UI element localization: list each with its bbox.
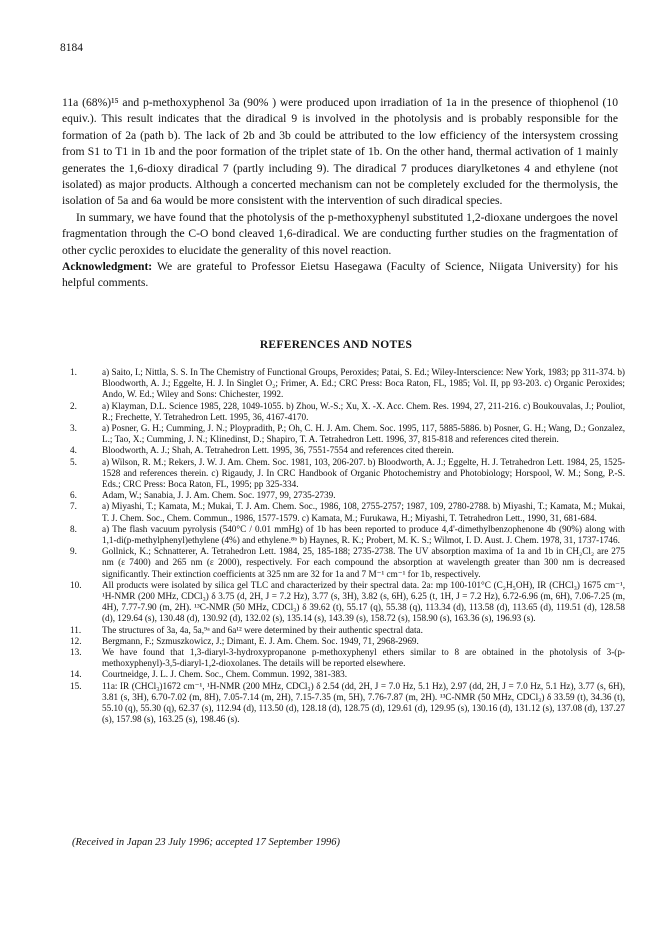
reference-item bbox=[70, 423, 625, 445]
reference-item bbox=[70, 546, 625, 580]
reference-text: The structures of 3a, 4a, 5a,⁹ᵃ and 6a¹² were determined by their authentic spectral data. bbox=[102, 624, 423, 635]
body-text bbox=[62, 95, 618, 292]
reference-number: 8. bbox=[70, 523, 77, 534]
reference-text: Adam, W.; Sanabia, J. J. Am. Chem. Soc. 1977, 99, 2735-2739. bbox=[102, 490, 336, 501]
references-heading: REFERENCES AND NOTES bbox=[259, 339, 413, 351]
reference-item bbox=[70, 524, 625, 546]
reference-number: 2. bbox=[70, 400, 77, 411]
reference-number: 7. bbox=[70, 501, 77, 512]
acknowledgment-label: Acknowledgment: bbox=[62, 260, 153, 274]
reference-number: 3. bbox=[70, 423, 77, 434]
reference-item bbox=[70, 636, 625, 647]
reference-item bbox=[70, 445, 625, 456]
paragraph-1: 11a (68%)¹⁵ and p-methoxyphenol 3a (90% ) were produced upon irradiation of 1a in the presence of thiophenol (10 equiv.). This result indicates that the diradical 9 is involved in the photolysis and is probably responsible for the formation of 2a (path b). The lack of 2b and 3b could be attributed to the low efficiency of the intersystem crossing from S1 to T1 in 1b and the poor formation of the triplet state of 1b. On the other hand, thermal activation of 1 mainly generates the 1,6-dioxy diradical 7 (partly including 9). The diradical 7 produces diarylketones 4 and ethylene (not isolated) as major products. Although a concerted mechanism can not be completely excluded for the thermolysis, the isolation of 5a and 6a would be more consistent with the intervention of such diradical species. bbox=[62, 96, 618, 208]
reference-number: 11. bbox=[70, 624, 82, 635]
acknowledgment bbox=[62, 259, 618, 292]
acknowledgment-text: We are grateful to Professor Eietsu Hasegawa (Faculty of Science, Niigata University) for his helpful comments. bbox=[62, 260, 618, 290]
reference-text: We have found that 1,3-diaryl-3-hydroxypropanone p-methoxyphenyl ethers similar to 8 are obtained in the photolysis of 3-(p-methoxyphenyl)-3,5-diaryl-1,2-dioxolanes. The details will be reported elsewhere. bbox=[102, 647, 625, 669]
reference-number: 4. bbox=[70, 445, 77, 456]
reference-item bbox=[70, 580, 625, 625]
page-number: 8184 bbox=[60, 42, 83, 54]
reference-number: 6. bbox=[70, 490, 77, 501]
reference-item bbox=[70, 401, 625, 423]
reference-text: a) Klayman, D.L. Science 1985, 228, 1049-1055. b) Zhou, W.-S.; Xu, X. -X. Acc. Chem. Res. 1994, 27, 211-216. c) Boukouvalas, J.; Pouliot, R.; Frechette, Y. Tetrahedron Lett. 1995, 36, 4167-4170. bbox=[102, 400, 625, 422]
reference-number: 1. bbox=[70, 367, 77, 377]
reference-item bbox=[70, 681, 625, 726]
reference-text: All products were isolated by silica gel TLC and characterized by their spectral data. 2a: mp 100-101°C (C₂H₅OH), IR (CHCl₃) 1675 cm⁻¹, ¹H-NMR (200 MHz, CDCl₃) δ 3.75 (d, 2H, J = 7.2 Hz), 3.77 (s, 3H), 3.82 (s, 6H), 6.25 (t, 1H, J = 7.2 Hz), 6.72-6.96 (m, 6H), 7.06-7.25 (m, 4H), 7.77-7.90 (m, 2H). ¹³C-NMR (50 MHz, CDCl₃) δ 39.62 (t), 55.17 (q), 55.38 (q), 113.34 (d), 113.58 (d), 113.65 (d), 119.51 (d), 128.58 (d), 129.64 (s), 130.48 (d), 130.92 (d), 132.02 (s), 135.14 (s), 143.39 (s), 158.72 (s), 158.90 (s), 163.36 (s), 196.93 (s). bbox=[102, 579, 625, 624]
reference-text: a) Wilson, R. M.; Rekers, J. W. J. Am. Chem. Soc. 1981, 103, 206-207. b) Bloodworth, A. J.; Eggelte, H. J. Tetrahedron Lett. 1984, 25, 1525-1528 and references therein. c) Rigaudy, J. In CRC Handbook of Organic Photochemistry and Photobiology; Horspool, W. M.; Song, P.-S. Eds.; CRC Press: Boca Raton, FL, 1995; pp 325-334. bbox=[102, 456, 625, 490]
references-list bbox=[70, 367, 625, 726]
reference-text: Bergmann, F.; Szmuszkowicz, J.; Dimant, E. J. Am. Chem. Soc. 1949, 71, 2968-2969. bbox=[102, 635, 419, 646]
reference-number: 12. bbox=[70, 635, 82, 646]
reference-item bbox=[70, 669, 625, 680]
reference-text: Courtneidge, J. L. J. Chem. Soc., Chem. Commun. 1992, 381-383. bbox=[102, 669, 347, 680]
reference-item bbox=[70, 490, 625, 501]
reference-text: 11a: IR (CHCl₃)1672 cm⁻¹, ¹H-NMR (200 MHz, CDCl₃) δ 2.54 (dd, 2H, J = 7.0 Hz, 5.1 Hz), 2.97 (dd, 2H, J = 7.0 Hz, 5.1 Hz), 3.77 (s, 6H), 3.81 (s, 3H), 6.70-7.02 (m, 8H), 7.05-7.14 (m, 2H), 7.15-7.35 (m, 5H), 7.76-7.87 (m, 2H). ¹³C-NMR (50 MHz, CDCl₃) δ 33.59 (t), 34.36 (t), 55.10 (q), 55.30 (q), 62.37 (s), 112.94 (d), 113.50 (d), 128.18 (d), 128.75 (d), 129.61 (d), 129.95 (s), 130.16 (d), 131.12 (s), 137.08 (d), 137.27 (s), 157.98 (s), 163.25 (s), 198.46 (s). bbox=[102, 680, 625, 725]
reference-number: 13. bbox=[70, 647, 82, 658]
reference-text: Bloodworth, A. J.; Shah, A. Tetrahedron Lett. 1995, 36, 7551-7554 and references cited therein. bbox=[102, 445, 454, 456]
reference-text: a) The flash vacuum pyrolysis (540°C / 0.01 mmHg) of 1b has been reported to produce 4,4'-dimethylbenzophenone 4b (90%) along with 1,1-di(p-methylphenyl)ethylene (4%) and ethylene.⁸ᵇ b) Haynes, R. K.; Probert, M. K. S.; Wilmot, I. D. Aust. J. Chem. 1978, 31, 1737-1746. bbox=[102, 523, 625, 546]
reference-item bbox=[70, 647, 625, 669]
paragraph-2: In summary, we have found that the photolysis of the p-methoxyphenyl substituted 1,2-dioxane undergoes the novel fragmentation through the C-O bond cleaved 1,6-diradical. We are conducting further studies on the fragmentation of other cyclic peroxides to elucidate the generality of this novel reaction. bbox=[62, 210, 618, 257]
reference-item bbox=[70, 625, 625, 636]
reference-number: 9. bbox=[70, 546, 77, 557]
reference-number: 10. bbox=[70, 579, 82, 590]
reference-item bbox=[70, 457, 625, 491]
reference-item bbox=[70, 367, 625, 401]
reference-text: a) Saito, I.; Nittla, S. S. In The Chemistry of Functional Groups, Peroxides; Patai, S. Ed.; Wiley-Interscience: New York, 1983; pp 311-374. b) Bloodworth, A. J.; Eggelte, H. J. In Singlet O₂; Frimer, A. Ed.; CRC Press: Boca Raton, FL, 1985; Vol. II, pp 93-203. c) Organic Peroxides; Ando, W. Ed.; Wiley and Sons: Chichester, 1992. bbox=[102, 367, 625, 400]
reference-text: Gollnick, K.; Schnatterer, A. Tetrahedron Lett. 1984, 25, 185-188; 2735-2738. The UV absorption maxima of 1a and 1b in CH₂Cl₂ are 275 nm (ε 7400) and 265 nm (ε 2000), respectively. For each compound the absorption at wavelength greater than 300 nm is decreased significantly. Their extinction coefficients at 325 nm are 32 for 1a and 7 M⁻¹ cm⁻¹ for 1b, respectively. bbox=[102, 546, 625, 579]
received-date: (Received in Japan 23 July 1996; accepted 17 September 1996) bbox=[72, 837, 340, 848]
reference-text: a) Miyashi, T.; Kamata, M.; Mukai, T. J. Am. Chem. Soc., 1986, 108, 2755-2757; 1987, 109, 2780-2788. b) Miyashi, T.; Kamata, M.; Mukai, T. J. Chem. Soc., Chem. Commun., 1986, 1577-1579. c) Kamata, M.; Furukawa, H.; Miyashi, T. Tetrahedron Lett., 1990, 31, 681-684. bbox=[102, 501, 625, 523]
reference-number: 15. bbox=[70, 680, 82, 691]
reference-text: a) Posner, G. H.; Cumming, J. N.; Ploypradith, P.; Oh, C. H. J. Am. Chem. Soc. 1995, 117, 5885-5886. b) Posner, G. H.; Wang, D.; Gonzalez, L.; Tao, X.; Cumming, J. N.; Klinedinst, D.; Shapiro, T. A. Tetrahedron Lett. 1996, 37, 815-818 and references cited therein. bbox=[102, 423, 625, 445]
reference-item bbox=[70, 501, 625, 523]
reference-number: 14. bbox=[70, 669, 82, 680]
reference-number: 5. bbox=[70, 456, 77, 467]
